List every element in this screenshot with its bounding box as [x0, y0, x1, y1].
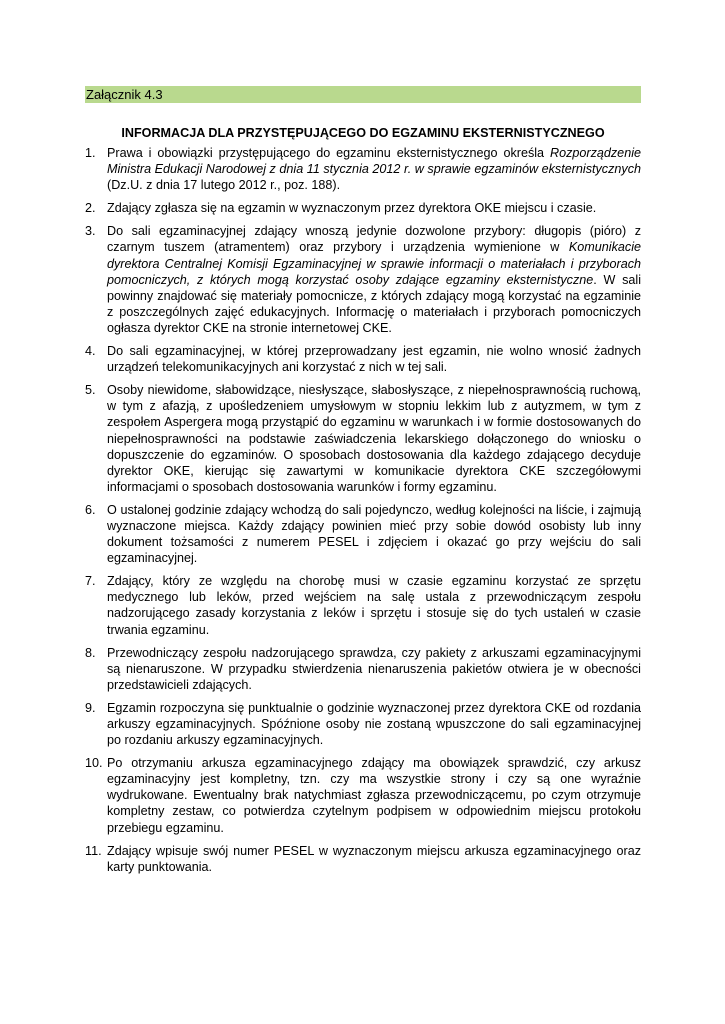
text-segment: Przewodniczący zespołu nadzorującego sprawdza, czy pakiety z arkuszami egzaminacyjnymi są nienaruszone. W przypadku stwierdzenia nienaruszenia pakietów otwiera je w obecności przedstawicieli zdających. [107, 645, 641, 692]
list-item [85, 382, 641, 495]
list-item-number: 11. [85, 843, 102, 858]
list-item-text [107, 145, 641, 193]
list-item-number: 6. [85, 502, 96, 517]
text-segment: . W sali powinny znajdować się materiały pomocnicze, z których zdający mogą korzystać na egzaminie z poszczególnych zajęć edukacyjnych. Informację o materiałach i przyborach pomocniczych ogłasza dyrektor CKE na stronie internetowej CKE. [107, 272, 641, 335]
text-segment: Zdający wpisuje swój numer PESEL w wyznaczonym miejscu arkusza egzaminacyjnego oraz karty punktowania. [107, 843, 641, 874]
list-item [85, 573, 641, 637]
list-item-number: 8. [85, 645, 96, 660]
text-segment: Do sali egzaminacyjnej, w której przeprowadzany jest egzamin, nie wolno wnosić żadnych urządzeń telekomunikacyjnych ani korzystać z nich w tej sali. [107, 344, 641, 375]
list-item-text [107, 645, 641, 693]
text-segment: Prawa i obowiązki przystępującego do egzaminu eksternistycznego określa [107, 146, 550, 160]
text-segment: Po otrzymaniu arkusza egzaminacyjnego zdający ma obowiązek sprawdzić, czy arkusz egzaminacyjny jest kompletny, tzn. czy ma wszystkie strony i czy są one wyraźnie wydrukowane. Ewentualny brak natychmiast zgłasza przewodniczącemu, po czym otrzymuje kompletny zestaw, co potwierdza czytelnym podpisem w odpowiednim miejscu protokołu przebiegu egzaminu. [107, 756, 641, 835]
list-item-number: 10. [85, 756, 103, 771]
list-item-text [107, 343, 641, 375]
list-item-text [107, 700, 641, 748]
list-item-text [107, 223, 641, 336]
list-item [85, 645, 641, 693]
annex-label: Załącznik 4.3 [85, 86, 641, 103]
document-title: INFORMACJA DLA PRZYSTĘPUJĄCEGO DO EGZAMINU EKSTERNISTYCZNEGO [121, 126, 605, 140]
list-item-text [107, 573, 641, 637]
rules-list [85, 145, 641, 875]
list-item [85, 502, 641, 566]
list-item-text [107, 382, 641, 495]
text-segment: (Dz.U. z dnia 17 lutego 2012 r., poz. 188). [107, 178, 341, 193]
list-item-number: 1. [85, 146, 96, 160]
list-item [85, 200, 641, 216]
italic-reference: Komunikacie dyrektora Centralnej Komisji Egzaminacyjnej w sprawie informacji o materiałach i przyborach pomocniczych, z których mogą korzystać osoby zdające egzaminy eksternistyczne [107, 240, 641, 287]
list-item [85, 223, 641, 336]
list-item-number: 9. [85, 700, 96, 715]
list-item-text [107, 755, 641, 835]
list-item [85, 145, 641, 193]
list-item-number: 7. [85, 574, 96, 589]
text-segment: O ustalonej godzinie zdający wchodzą do sali pojedynczo, według kolejności na liście, i zajmują wyznaczone miejsca. Każdy zdający powinien mieć przy sobie dowód osobisty lub inny dokument tożsamości z numerem PESEL i zdjęciem i okazać go przy wejściu do sali egzaminacyjnej. [107, 502, 641, 566]
list-item [85, 700, 641, 748]
list-item-number: 2. [85, 201, 96, 216]
text-segment: Osoby niewidome, słabowidzące, niesłyszące, słabosłyszące, z niepełnosprawnością ruchową, w tym z afazją, z upośledzeniem umysłowym w stopniu lekkim lub z autyzmem, w tym z zespołem Aspergera mogą przystąpić do egzaminu w warunkach i w formie dostosowanych do niepełnosprawności na podstawie zaświadczenia lekarskiego dołączonego do wniosku o dopuszczenie do egzaminów. O sposobach dostosowania dla każdego zdającego decyduje dyrektor OKE, kierując się zawartymi w komunikacie dyrektora CKE szczegółowymi informacjami o sposobach dostosowania warunków i formy egzaminu. [107, 383, 641, 494]
text-segment: Zdający zgłasza się na egzamin w wyznaczonym przez dyrektora OKE miejscu i czasie. [107, 201, 597, 216]
list-item-number: 5. [85, 383, 96, 398]
document-page [85, 86, 641, 882]
list-item [85, 843, 641, 875]
list-item-text [107, 200, 641, 216]
text-segment: Zdający, który ze względu na chorobę musi w czasie egzaminu korzystać ze sprzętu medycznego lub leków, przed wejściem na salę ustala z przewodniczącym zespołu nadzorującego zasady korzystania z leków i sprzętu i stosuje się do tych ustaleń w czasie trwania egzaminu. [107, 574, 641, 637]
list-item-number: 3. [85, 224, 96, 239]
text-segment: Egzamin rozpoczyna się punktualnie o godzinie wyznaczonej przez dyrektora CKE od rozdania arkuszy egzaminacyjnych. Spóźnione osoby nie zostaną wpuszczone do sali egzaminacyjnej po rozdaniu arkuszy egzaminacyjnych. [107, 700, 641, 748]
list-item [85, 343, 641, 375]
list-item-number: 4. [85, 344, 96, 359]
list-item-text [107, 502, 641, 566]
italic-reference: Rozporządzenie Ministra Edukacji Narodowej z dnia 11 stycznia 2012 r. w sprawie egzaminów eksternistycznych [107, 146, 641, 177]
text-segment: Do sali egzaminacyjnej zdający wnoszą jedynie dozwolone przybory: długopis (pióro) z czarnym tuszem (atramentem) oraz przybory i urządzenia wymienione w [107, 224, 641, 255]
list-item-text [107, 843, 641, 875]
list-item [85, 755, 641, 835]
